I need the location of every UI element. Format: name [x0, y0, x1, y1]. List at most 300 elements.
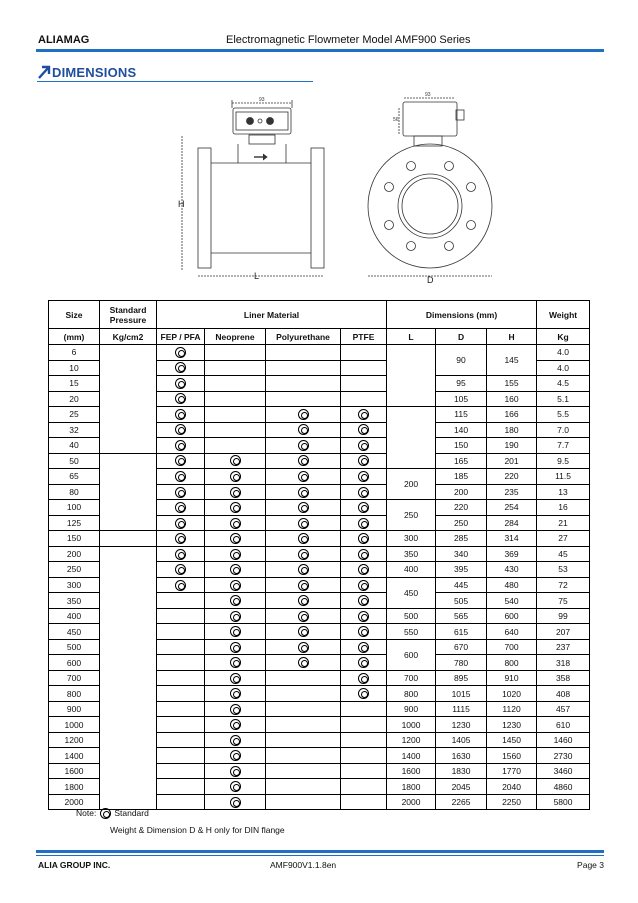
- polyurethane-cell: [266, 686, 341, 702]
- fep-pfa-cell: [157, 531, 205, 547]
- l-cell: 450: [387, 577, 436, 608]
- d-cell: 220: [436, 500, 487, 516]
- neoprene-cell: [205, 794, 266, 810]
- polyurethane-cell: [266, 577, 341, 593]
- weight-cell: 237: [537, 639, 590, 655]
- double-circle-icon: [230, 797, 241, 808]
- fep-pfa-cell: [157, 438, 205, 454]
- brand-name: ALIAMAG: [38, 34, 90, 46]
- weight-cell: 457: [537, 701, 590, 717]
- weight-cell: 75: [537, 593, 590, 609]
- fep-pfa-cell: [157, 655, 205, 671]
- neoprene-cell: [205, 717, 266, 733]
- size-cell: 400: [49, 608, 100, 624]
- weight-cell: 207: [537, 624, 590, 640]
- ptfe-cell: [341, 717, 387, 733]
- l-cell: 600: [387, 639, 436, 670]
- polyurethane-cell: [266, 717, 341, 733]
- h-cell: 1120: [487, 701, 537, 717]
- d-cell: 670: [436, 639, 487, 655]
- l-cell: 800: [387, 686, 436, 702]
- double-circle-icon: [298, 564, 309, 575]
- double-circle-icon: [175, 440, 186, 451]
- fep-pfa-cell: [157, 376, 205, 392]
- neoprene-cell: [205, 562, 266, 578]
- polyurethane-cell: [266, 593, 341, 609]
- dimensions-header: Dimensions (mm): [387, 301, 537, 329]
- neoprene-cell: [205, 469, 266, 485]
- liner-material-header: Liner Material: [157, 301, 387, 329]
- neoprene-cell: [205, 779, 266, 795]
- l-cell: 1600: [387, 763, 436, 779]
- neoprene-cell: [205, 531, 266, 547]
- weight-cell: 408: [537, 686, 590, 702]
- double-circle-icon: [230, 704, 241, 715]
- weight-cell: 5800: [537, 794, 590, 810]
- double-circle-icon: [175, 549, 186, 560]
- d-label: D: [427, 275, 434, 285]
- neoprene-cell: [205, 655, 266, 671]
- fep-pfa-cell: [157, 593, 205, 609]
- size-cell: 1000: [49, 717, 100, 733]
- double-circle-icon: [175, 393, 186, 404]
- polyurethane-cell: [266, 484, 341, 500]
- ptfe-cell: [341, 546, 387, 562]
- double-circle-icon: [358, 487, 369, 498]
- ptfe-cell: [341, 639, 387, 655]
- neoprene-cell: [205, 546, 266, 562]
- ptfe-cell: [341, 360, 387, 376]
- weight-cell: 4.0: [537, 345, 590, 361]
- note-label: Note:: [76, 808, 97, 818]
- h-cell: 190: [487, 438, 537, 454]
- h-cell: 2040: [487, 779, 537, 795]
- size-cell: 1200: [49, 732, 100, 748]
- polyurethane-header: Polyurethane: [266, 329, 341, 345]
- double-circle-icon: [358, 409, 369, 420]
- fep-pfa-cell: [157, 407, 205, 423]
- neoprene-cell: [205, 763, 266, 779]
- fep-pfa-cell: [157, 422, 205, 438]
- d-cell: 395: [436, 562, 487, 578]
- d-cell: 1015: [436, 686, 487, 702]
- page-number: Page 3: [577, 860, 604, 870]
- table-header-row: [49, 301, 590, 329]
- d-cell: 1830: [436, 763, 487, 779]
- neoprene-cell: [205, 391, 266, 407]
- weight-cell: 13: [537, 484, 590, 500]
- double-circle-icon: [230, 750, 241, 761]
- ptfe-cell: [341, 748, 387, 764]
- size-cell: 25: [49, 407, 100, 423]
- weight-header: Weight: [537, 301, 590, 329]
- double-circle-icon: [298, 440, 309, 451]
- double-circle-icon: [230, 626, 241, 637]
- size-cell: 80: [49, 484, 100, 500]
- flowmeter-outline-drawing: [170, 88, 500, 288]
- side-width-label: 93: [425, 92, 431, 98]
- neoprene-cell: [205, 515, 266, 531]
- weight-cell: 3460: [537, 763, 590, 779]
- polyurethane-cell: [266, 639, 341, 655]
- fep-pfa-cell: [157, 717, 205, 733]
- polyurethane-cell: [266, 360, 341, 376]
- ptfe-cell: [341, 763, 387, 779]
- double-circle-icon: [230, 781, 241, 792]
- fep-pfa-cell: [157, 763, 205, 779]
- d-cell: 780: [436, 655, 487, 671]
- l-cell: 550: [387, 624, 436, 640]
- section-underline: [37, 81, 313, 82]
- arrow-up-right-icon: [37, 64, 51, 80]
- document-version: AMF900V1.1.8en: [270, 860, 337, 870]
- h-label: H: [178, 199, 185, 209]
- neoprene-cell: [205, 701, 266, 717]
- l-cell: [387, 345, 436, 407]
- double-circle-icon: [358, 657, 369, 668]
- weight-cell: 610: [537, 717, 590, 733]
- ptfe-cell: [341, 624, 387, 640]
- d-cell: 185: [436, 469, 487, 485]
- double-circle-icon: [358, 626, 369, 637]
- double-circle-icon: [298, 580, 309, 591]
- h-cell: 1450: [487, 732, 537, 748]
- d-cell: 505: [436, 593, 487, 609]
- d-cell: 2265: [436, 794, 487, 810]
- double-circle-icon: [230, 564, 241, 575]
- page-header: [36, 34, 604, 48]
- weight-cell: 4860: [537, 779, 590, 795]
- weight-cell: 45: [537, 546, 590, 562]
- double-circle-icon: [175, 424, 186, 435]
- neoprene-cell: [205, 593, 266, 609]
- h-cell: 284: [487, 515, 537, 531]
- ptfe-cell: [341, 531, 387, 547]
- neoprene-cell: [205, 608, 266, 624]
- d-cell: 200: [436, 484, 487, 500]
- double-circle-icon: [358, 595, 369, 606]
- h-cell: 220: [487, 469, 537, 485]
- h-cell: 800: [487, 655, 537, 671]
- neoprene-cell: [205, 484, 266, 500]
- double-circle-icon: [230, 455, 241, 466]
- ptfe-cell: [341, 422, 387, 438]
- double-circle-icon: [298, 455, 309, 466]
- h-header: H: [487, 329, 537, 345]
- double-circle-icon: [230, 642, 241, 653]
- double-circle-icon: [230, 611, 241, 622]
- double-circle-icon: [175, 378, 186, 389]
- fep-pfa-header: FEP / PFA: [157, 329, 205, 345]
- weight-cell: 1460: [537, 732, 590, 748]
- polyurethane-cell: [266, 701, 341, 717]
- size-cell: 40: [49, 438, 100, 454]
- weight-cell: 318: [537, 655, 590, 671]
- size-cell: 450: [49, 624, 100, 640]
- double-circle-icon: [298, 471, 309, 482]
- d-cell: 150: [436, 438, 487, 454]
- h-cell: 369: [487, 546, 537, 562]
- header-rule: [36, 49, 604, 52]
- l-label: L: [254, 271, 260, 281]
- fep-pfa-cell: [157, 732, 205, 748]
- size-cell: 100: [49, 500, 100, 516]
- neoprene-cell: [205, 438, 266, 454]
- polyurethane-cell: [266, 779, 341, 795]
- h-cell: 180: [487, 422, 537, 438]
- h-cell: 910: [487, 670, 537, 686]
- fep-pfa-cell: [157, 577, 205, 593]
- l-cell: 700: [387, 670, 436, 686]
- neoprene-cell: [205, 670, 266, 686]
- l-cell: 250: [387, 500, 436, 531]
- side-height-label: 56: [393, 117, 399, 123]
- d-cell: 250: [436, 515, 487, 531]
- double-circle-icon: [230, 533, 241, 544]
- ptfe-cell: [341, 500, 387, 516]
- h-cell: 1020: [487, 686, 537, 702]
- weight-cell: 21: [537, 515, 590, 531]
- double-circle-icon: [298, 533, 309, 544]
- front-width-label: 93: [259, 97, 265, 103]
- weight-cell: 27: [537, 531, 590, 547]
- h-cell: 314: [487, 531, 537, 547]
- kg-header: Kg: [537, 329, 590, 345]
- d-cell: 895: [436, 670, 487, 686]
- neoprene-cell: [205, 376, 266, 392]
- l-cell: 900: [387, 701, 436, 717]
- note-din-flange: Weight & Dimension D & H only for DIN flange: [110, 825, 285, 835]
- ptfe-cell: [341, 515, 387, 531]
- fep-pfa-cell: [157, 391, 205, 407]
- h-cell: 1560: [487, 748, 537, 764]
- double-circle-icon: [230, 518, 241, 529]
- size-header: Size: [49, 301, 100, 329]
- polyurethane-cell: [266, 608, 341, 624]
- l-cell: 2000: [387, 794, 436, 810]
- ptfe-header: PTFE: [341, 329, 387, 345]
- double-circle-icon: [358, 673, 369, 684]
- neoprene-cell: [205, 422, 266, 438]
- polyurethane-cell: [266, 376, 341, 392]
- size-cell: 50: [49, 453, 100, 469]
- size-cell: 32: [49, 422, 100, 438]
- size-cell: 10: [49, 360, 100, 376]
- double-circle-icon: [175, 487, 186, 498]
- h-cell: 480: [487, 577, 537, 593]
- h-cell: 160: [487, 391, 537, 407]
- double-circle-icon: [175, 502, 186, 513]
- neoprene-cell: [205, 577, 266, 593]
- fep-pfa-cell: [157, 546, 205, 562]
- double-circle-icon: [230, 471, 241, 482]
- d-cell: 1230: [436, 717, 487, 733]
- d-cell: 565: [436, 608, 487, 624]
- section-title: DIMENSIONS: [52, 65, 137, 80]
- double-circle-icon: [298, 409, 309, 420]
- fep-pfa-cell: [157, 360, 205, 376]
- l-cell: 1800: [387, 779, 436, 795]
- polyurethane-cell: [266, 794, 341, 810]
- ptfe-cell: [341, 453, 387, 469]
- polyurethane-cell: [266, 531, 341, 547]
- double-circle-icon: [358, 642, 369, 653]
- double-circle-icon: [298, 502, 309, 513]
- d-cell: 445: [436, 577, 487, 593]
- ptfe-cell: [341, 345, 387, 361]
- size-cell: 600: [49, 655, 100, 671]
- fep-pfa-cell: [157, 500, 205, 516]
- size-unit-header: (mm): [49, 329, 100, 345]
- table-row: [49, 453, 590, 469]
- double-circle-icon: [298, 595, 309, 606]
- neoprene-cell: [205, 407, 266, 423]
- size-cell: 500: [49, 639, 100, 655]
- size-cell: 6: [49, 345, 100, 361]
- double-circle-icon: [175, 471, 186, 482]
- weight-cell: 16: [537, 500, 590, 516]
- double-circle-icon: [175, 455, 186, 466]
- weight-cell: 358: [537, 670, 590, 686]
- l-cell: 1200: [387, 732, 436, 748]
- note-standard: [76, 808, 149, 819]
- size-cell: 20: [49, 391, 100, 407]
- h-cell: 145: [487, 345, 537, 376]
- ptfe-cell: [341, 701, 387, 717]
- double-circle-icon: [298, 424, 309, 435]
- neoprene-cell: [205, 748, 266, 764]
- size-cell: 700: [49, 670, 100, 686]
- size-cell: 350: [49, 593, 100, 609]
- double-circle-icon: [175, 362, 186, 373]
- polyurethane-cell: [266, 500, 341, 516]
- neoprene-header: Neoprene: [205, 329, 266, 345]
- fep-pfa-cell: [157, 484, 205, 500]
- double-circle-icon: [230, 719, 241, 730]
- double-circle-icon: [358, 424, 369, 435]
- h-cell: 430: [487, 562, 537, 578]
- double-circle-icon: [230, 549, 241, 560]
- neoprene-cell: [205, 360, 266, 376]
- fep-pfa-cell: [157, 794, 205, 810]
- d-cell: 615: [436, 624, 487, 640]
- neoprene-cell: [205, 500, 266, 516]
- size-cell: 250: [49, 562, 100, 578]
- d-cell: 115: [436, 407, 487, 423]
- ptfe-cell: [341, 655, 387, 671]
- footer-rule: [36, 850, 604, 853]
- polyurethane-cell: [266, 655, 341, 671]
- fep-pfa-cell: [157, 562, 205, 578]
- double-circle-icon: [358, 518, 369, 529]
- l-cell: 350: [387, 546, 436, 562]
- polyurethane-cell: [266, 546, 341, 562]
- double-circle-icon: [298, 657, 309, 668]
- double-circle-icon: [100, 808, 111, 819]
- ptfe-cell: [341, 794, 387, 810]
- double-circle-icon: [358, 533, 369, 544]
- weight-cell: 4.0: [537, 360, 590, 376]
- note-standard-text: Standard: [114, 808, 149, 818]
- polyurethane-cell: [266, 422, 341, 438]
- d-cell: 285: [436, 531, 487, 547]
- d-header: D: [436, 329, 487, 345]
- fep-pfa-cell: [157, 670, 205, 686]
- neoprene-cell: [205, 639, 266, 655]
- double-circle-icon: [230, 766, 241, 777]
- weight-cell: 5.5: [537, 407, 590, 423]
- d-cell: 95: [436, 376, 487, 392]
- fep-pfa-cell: [157, 624, 205, 640]
- weight-cell: 7.7: [537, 438, 590, 454]
- l-cell: 200: [387, 469, 436, 500]
- neoprene-cell: [205, 345, 266, 361]
- double-circle-icon: [358, 440, 369, 451]
- fep-pfa-cell: [157, 608, 205, 624]
- weight-cell: 5.1: [537, 391, 590, 407]
- size-cell: 300: [49, 577, 100, 593]
- h-cell: 166: [487, 407, 537, 423]
- ptfe-cell: [341, 608, 387, 624]
- double-circle-icon: [298, 611, 309, 622]
- double-circle-icon: [175, 580, 186, 591]
- neoprene-cell: [205, 686, 266, 702]
- weight-cell: 4.5: [537, 376, 590, 392]
- weight-cell: 99: [537, 608, 590, 624]
- ptfe-cell: [341, 438, 387, 454]
- double-circle-icon: [298, 642, 309, 653]
- d-cell: 90: [436, 345, 487, 376]
- fep-pfa-cell: [157, 686, 205, 702]
- company-name: ALIA GROUP INC.: [38, 860, 111, 870]
- size-cell: 900: [49, 701, 100, 717]
- size-cell: 150: [49, 531, 100, 547]
- fep-pfa-cell: [157, 469, 205, 485]
- double-circle-icon: [230, 673, 241, 684]
- ptfe-cell: [341, 469, 387, 485]
- d-cell: 165: [436, 453, 487, 469]
- pressure-cell: [100, 531, 157, 547]
- document-title: Electromagnetic Flowmeter Model AMF900 Series: [226, 34, 471, 46]
- size-cell: 200: [49, 546, 100, 562]
- l-cell: 500: [387, 608, 436, 624]
- d-cell: 2045: [436, 779, 487, 795]
- ptfe-cell: [341, 779, 387, 795]
- l-header: L: [387, 329, 436, 345]
- polyurethane-cell: [266, 515, 341, 531]
- size-cell: 1800: [49, 779, 100, 795]
- polyurethane-cell: [266, 469, 341, 485]
- ptfe-cell: [341, 593, 387, 609]
- h-cell: 254: [487, 500, 537, 516]
- pressure-cell: [100, 546, 157, 810]
- double-circle-icon: [230, 595, 241, 606]
- fep-pfa-cell: [157, 453, 205, 469]
- l-cell: 1400: [387, 748, 436, 764]
- table-row: [49, 531, 590, 547]
- h-cell: 600: [487, 608, 537, 624]
- weight-cell: 53: [537, 562, 590, 578]
- polyurethane-cell: [266, 407, 341, 423]
- d-cell: 140: [436, 422, 487, 438]
- polyurethane-cell: [266, 748, 341, 764]
- polyurethane-cell: [266, 391, 341, 407]
- l-cell: 1000: [387, 717, 436, 733]
- double-circle-icon: [358, 564, 369, 575]
- h-cell: 2250: [487, 794, 537, 810]
- double-circle-icon: [358, 549, 369, 560]
- double-circle-icon: [175, 518, 186, 529]
